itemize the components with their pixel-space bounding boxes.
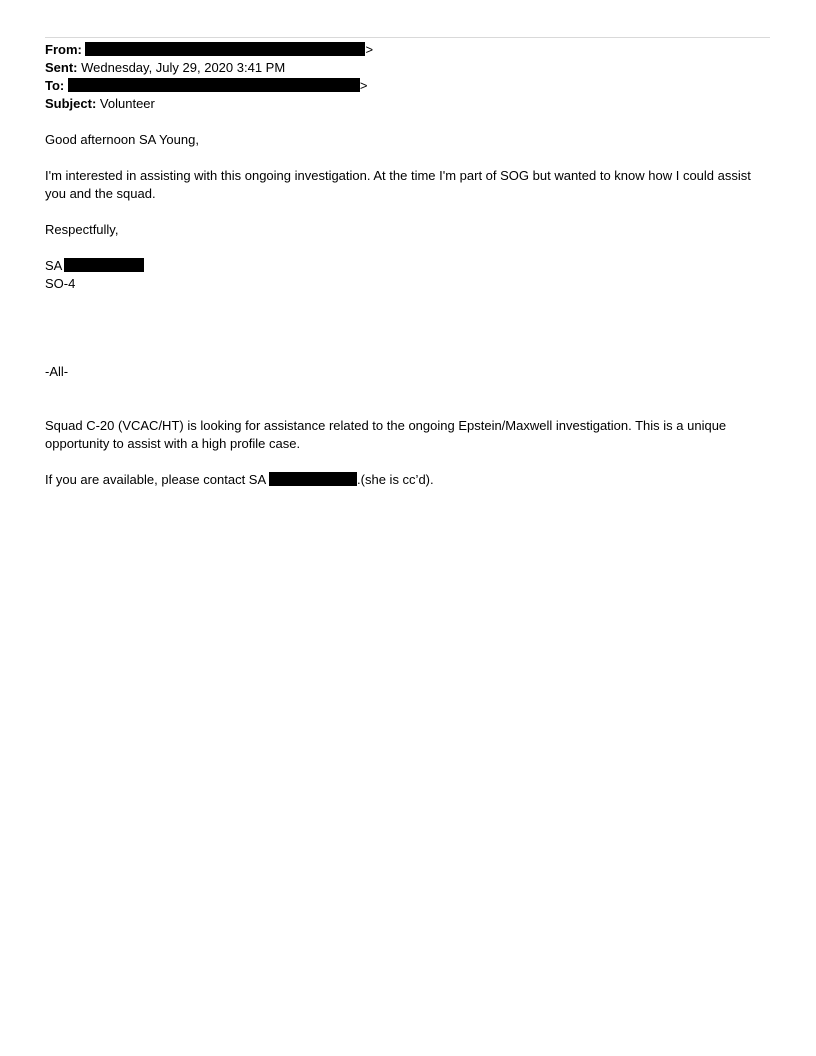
original-salutation: -All- bbox=[45, 364, 69, 379]
from-suffix: > bbox=[365, 42, 374, 57]
subject-label: Subject: bbox=[45, 96, 97, 111]
contact-redaction bbox=[269, 472, 357, 486]
signature-redaction bbox=[64, 258, 144, 272]
to-redaction bbox=[68, 78, 360, 92]
subject-value: Volunteer bbox=[99, 96, 155, 111]
reply-closing: Respectfully, bbox=[45, 222, 119, 237]
subject-line bbox=[45, 95, 755, 113]
signature-name-line bbox=[45, 257, 755, 275]
sent-label: Sent: bbox=[45, 60, 78, 75]
reply-body: I'm interested in assisting with this ongoing investigation. At the time I'm part of SOG but wanted to know how I could assist you and the squad. bbox=[45, 168, 751, 201]
signature-unit: SO-4 bbox=[45, 276, 76, 291]
from-line bbox=[45, 41, 755, 59]
email-document bbox=[45, 41, 755, 489]
from-redaction bbox=[85, 42, 365, 56]
sent-value: Wednesday, July 29, 2020 3:41 PM bbox=[81, 60, 286, 75]
to-line bbox=[45, 77, 755, 95]
reply-greeting: Good afternoon SA Young, bbox=[45, 132, 199, 147]
header-divider bbox=[45, 37, 770, 38]
to-label: To: bbox=[45, 78, 65, 93]
sent-line bbox=[45, 59, 755, 77]
contact-suffix: .(she is cc’d). bbox=[357, 472, 434, 487]
contact-prefix: If you are available, please contact SA bbox=[45, 472, 266, 487]
original-body: Squad C-20 (VCAC/HT) is looking for assistance related to the ongoing Epstein/Maxwell investigation. This is a unique opportunity to assist with a high profile case. bbox=[45, 418, 727, 451]
signature-prefix: SA bbox=[45, 258, 63, 273]
contact-line bbox=[45, 471, 755, 489]
to-suffix: > bbox=[359, 78, 368, 93]
from-label: From: bbox=[45, 42, 82, 57]
